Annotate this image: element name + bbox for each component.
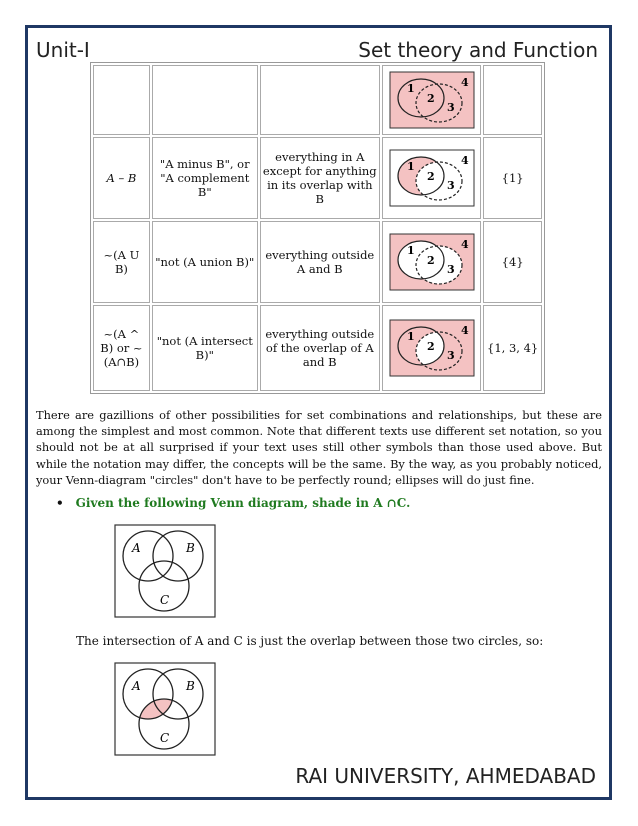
venn3-label-a: A [132, 679, 141, 693]
venn-cell [382, 65, 481, 135]
table-row [93, 221, 542, 303]
venn-label-2: 2 [426, 170, 435, 183]
exercise-bullet [56, 496, 410, 510]
venn-label-3: 3 [446, 349, 455, 362]
notation-cell: ~(A U B) [93, 221, 150, 303]
set-operations-table [90, 62, 545, 394]
venn-label-2: 2 [426, 340, 435, 353]
notation-cell: A – B [93, 137, 150, 219]
venn-diagram-outside [389, 233, 475, 291]
table-row [93, 137, 542, 219]
venn-label-1: 1 [406, 160, 415, 173]
venn-label-3: 3 [446, 263, 455, 276]
venn3-label-b: B [186, 679, 195, 693]
meaning-cell: everything in A except for anything in its overlap with B [260, 137, 380, 219]
venn-label-3: 3 [446, 101, 455, 114]
venn-label-3: 3 [446, 179, 455, 192]
venn-label-4: 4 [460, 324, 469, 337]
exercise-text: Given the following Venn diagram, shade in A ∩C. [75, 496, 411, 510]
venn-diagram-a-intersect-c [114, 662, 216, 756]
bullet-marker: • [56, 496, 64, 510]
table-row [93, 305, 542, 391]
read-cell [152, 65, 258, 135]
meaning-cell: everything outside of the overlap of A and B [260, 305, 380, 391]
notation-cell: ~(A ^ B) or ~(A∩B) [93, 305, 150, 391]
read-cell: "A minus B", or "A complement B" [152, 137, 258, 219]
venn-label-4: 4 [460, 238, 469, 251]
venn-label-1: 1 [406, 244, 415, 257]
meaning-cell [260, 65, 380, 135]
venn3-label-a: A [132, 541, 141, 555]
venn-cell [382, 137, 481, 219]
elements-cell: {1} [483, 137, 542, 219]
elements-cell [483, 65, 542, 135]
venn-diagram-abc [114, 524, 216, 618]
venn-diagram-a-minus-b [389, 149, 475, 207]
venn-label-4: 4 [460, 154, 469, 167]
venn3-label-c: C [160, 731, 170, 745]
elements-cell: {4} [483, 221, 542, 303]
header-unit: Unit-I [36, 38, 90, 62]
venn-cell [382, 305, 481, 391]
venn-label-2: 2 [426, 92, 435, 105]
venn-label-2: 2 [426, 254, 435, 267]
venn3-label-b: B [186, 541, 195, 555]
header-topic: Set theory and Function [358, 38, 598, 62]
meaning-cell: everything outside A and B [260, 221, 380, 303]
elements-cell: {1, 3, 4} [483, 305, 542, 391]
venn-diagram-all [389, 71, 475, 129]
footer-university: RAI UNIVERSITY, AHMEDABAD [295, 764, 596, 788]
read-cell: "not (A union B)" [152, 221, 258, 303]
body-paragraph: There are gazillions of other possibilities for set combinations and relationships, but these are among the simplest and most common. Note that different texts use different set notation, so you should not be at all surprised if your text uses still other symbols than those used above. But while the notation may differ, the concepts will be the same. By the way, as you probably noticed, your Venn-diagram "circles" don't have to be perfectly round; ellipses will do just fine. [36, 408, 602, 487]
venn-label-4: 4 [460, 76, 469, 89]
venn3-label-c: C [160, 593, 170, 607]
venn-cell [382, 221, 481, 303]
answer-caption: The intersection of A and C is just the overlap between those two circles, so: [76, 634, 544, 648]
notation-cell [93, 65, 150, 135]
venn-label-1: 1 [406, 82, 415, 95]
venn-label-1: 1 [406, 330, 415, 343]
table-row [93, 65, 542, 135]
read-cell: "not (A intersect B)" [152, 305, 258, 391]
venn-diagram-not-intersect [389, 319, 475, 377]
